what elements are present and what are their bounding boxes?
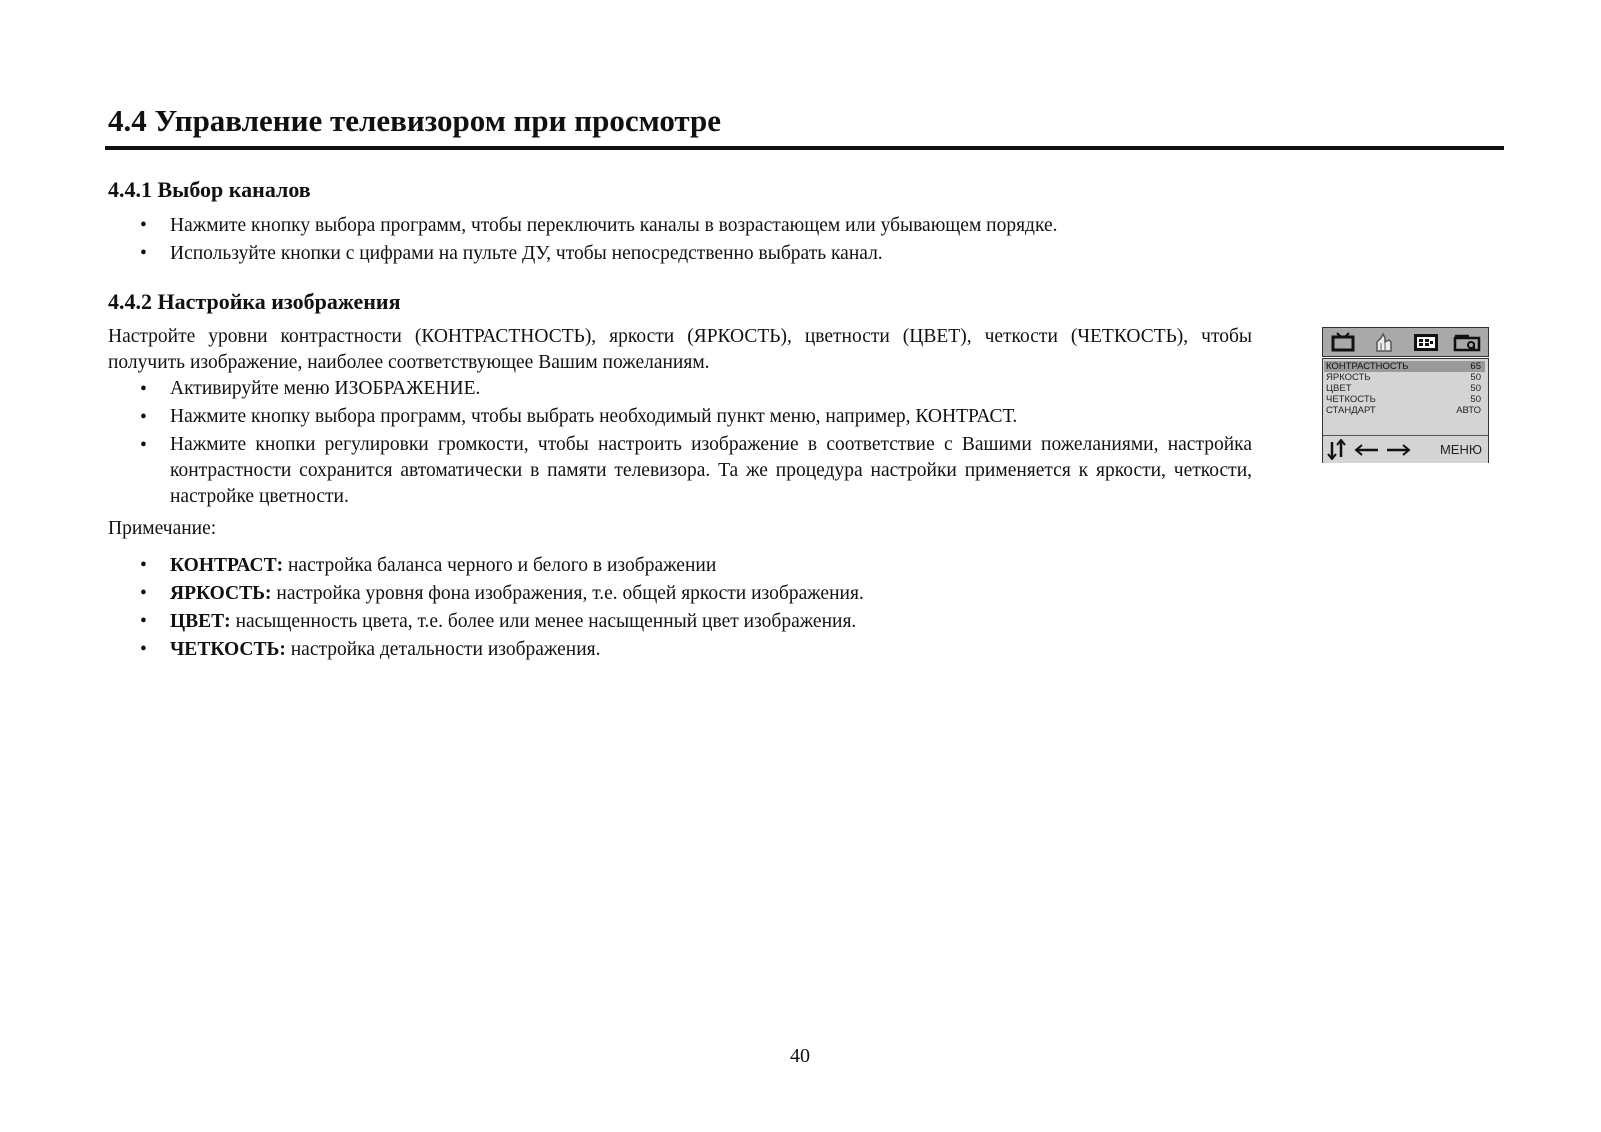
note-label: Примечание: bbox=[108, 518, 217, 539]
bullet-icon: • bbox=[140, 215, 147, 236]
bullet-icon: • bbox=[140, 583, 147, 604]
up-down-arrows-icon bbox=[1326, 439, 1348, 465]
right-arrow-icon bbox=[1385, 439, 1411, 465]
channel-selection-list bbox=[108, 212, 1408, 268]
bullet-icon: • bbox=[140, 407, 147, 428]
picture-settings-steps bbox=[108, 376, 1252, 510]
bullet-icon: • bbox=[140, 611, 147, 632]
tv-menu-row: КОНТРАСТНОСТЬ 65 bbox=[1324, 361, 1485, 372]
page-title: 4.4 Управление телевизором при просмотре bbox=[108, 103, 722, 138]
bullet-icon: • bbox=[140, 243, 147, 264]
bullet-icon: • bbox=[140, 555, 147, 576]
hand-icon bbox=[1367, 330, 1403, 354]
tv-menu-row: ЯРКОСТЬ 50 bbox=[1326, 372, 1481, 383]
tv-menu-row: ЧЕТКОСТЬ 50 bbox=[1326, 394, 1481, 405]
list-item: • Используйте кнопки с цифрами на пульте ДУ, чтобы непосредственно выбрать канал. bbox=[108, 240, 1408, 268]
picture-icon bbox=[1408, 330, 1444, 354]
tv-menu-row: СТАНДАРТ АВТО bbox=[1326, 405, 1481, 416]
tv-menu-footer bbox=[1323, 435, 1488, 463]
setup-icon bbox=[1449, 330, 1485, 354]
list-item: • ЦВЕТ: насыщенность цвета, т.е. более или менее насыщенный цвет изображения. bbox=[108, 608, 1408, 636]
left-arrow-icon bbox=[1354, 439, 1380, 465]
page-number: 40 bbox=[790, 1045, 810, 1067]
list-item: • КОНТРАСТ: настройка баланса черного и белого в изображении bbox=[108, 552, 1408, 580]
section-heading-channel-selection: 4.4.1 Выбор каналов bbox=[108, 177, 311, 202]
tv-menu-body bbox=[1322, 358, 1489, 463]
picture-settings-intro: Настройте уровни контрастности (КОНТРАСТНОСТЬ), яркости (ЯРКОСТЬ), цветности (ЦВЕТ), четкости (ЧЕТКОСТЬ), чтобы получить изображение, наиболее соответствующее Вашим пожеланиям. bbox=[108, 326, 1252, 373]
list-item: • Нажмите кнопки регулировки громкости, чтобы настроить изображение в соответствие с Вашими пожеланиями, настройка контрастности сохранится автоматически в памяти телевизора. Та же процедура настройки применяется к яркости, четкости, настройке цветности. bbox=[140, 434, 1252, 507]
bullet-icon: • bbox=[140, 379, 147, 400]
tv-picture-menu-figure bbox=[1322, 327, 1489, 462]
list-item: • Нажмите кнопку выбора программ, чтобы выбрать необходимый пункт меню, например, КОНТРАСТ. bbox=[108, 404, 1252, 432]
tv-menu-row: ЦВЕТ 50 bbox=[1326, 383, 1481, 394]
list-item: • Нажмите кнопку выбора программ, чтобы переключить каналы в возрастающем или убывающем порядке. bbox=[108, 212, 1408, 240]
tv-menu-tabs bbox=[1322, 327, 1489, 357]
tv-icon bbox=[1326, 330, 1362, 354]
tv-menu-footer-label: МЕНЮ bbox=[1439, 442, 1482, 457]
bullet-icon: • bbox=[140, 639, 147, 660]
notes-list bbox=[108, 552, 1408, 664]
title-rule bbox=[105, 146, 1504, 150]
section-heading-picture-settings: 4.4.2 Настройка изображения bbox=[108, 289, 401, 314]
list-item: • ЯРКОСТЬ: настройка уровня фона изображения, т.е. общей яркости изображения. bbox=[108, 580, 1408, 608]
list-item: • Активируйте меню ИЗОБРАЖЕНИЕ. bbox=[108, 376, 1252, 404]
bullet-icon: • bbox=[140, 435, 147, 456]
list-item: • ЧЕТКОСТЬ: настройка детальности изображения. bbox=[108, 636, 1408, 664]
